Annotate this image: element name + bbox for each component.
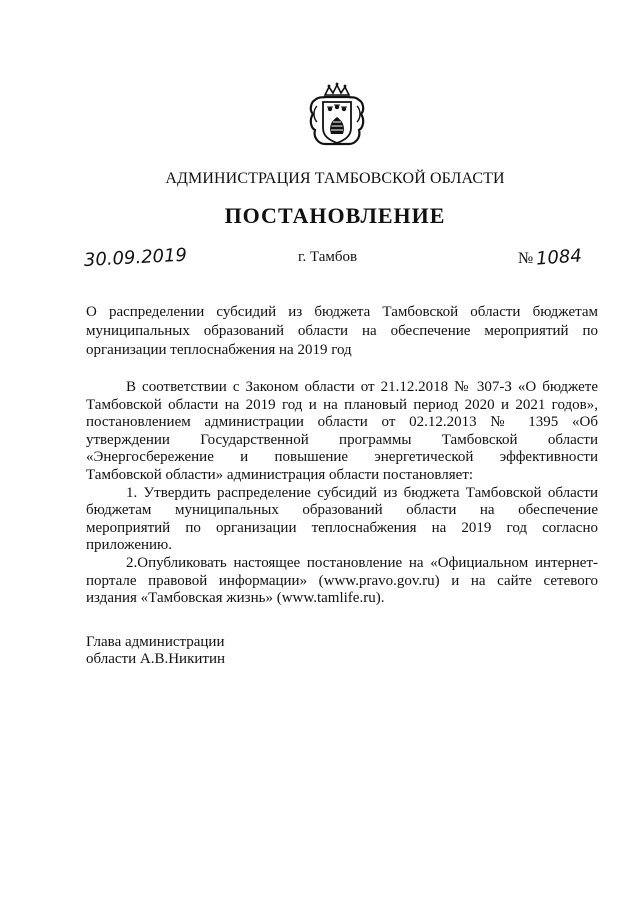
signature-name: области А.В.Никитин	[86, 651, 226, 667]
item-1-line: мероприятий по организации теплоснабжения на 2019 год согласно	[86, 519, 598, 536]
document-body	[86, 379, 598, 608]
item-2-line: 2.Опубликовать настоящее постановление на «Официальном интернет-	[126, 554, 598, 571]
item-2-line: издания «Тамбовская жизнь» (www.tamlife.ru).	[86, 590, 385, 607]
organization-title: АДМИНИСТРАЦИЯ ТАМБОВСКОЙ ОБЛАСТИ	[165, 170, 505, 187]
signature-block	[86, 634, 225, 668]
preamble-line: постановлением администрации области от 02.12.2013 № 1395 «Об	[86, 414, 598, 431]
preamble-line: Тамбовской области на 2019 год и на плановый период 2020 и 2021 годов»,	[86, 396, 598, 413]
tambov-coat-of-arms-icon	[301, 82, 373, 154]
item-1-line: 1. Утвердить распределение субсидий из бюджета Тамбовской области	[126, 484, 598, 501]
preamble-line: утверждении Государственной программы Тамбовской области	[86, 431, 598, 448]
subject-line: муниципальных образований области на обеспечение мероприятий по	[86, 323, 598, 339]
item-1-line: приложению.	[86, 537, 173, 554]
subject-line: организации теплоснабжения на 2019 год	[86, 342, 352, 358]
document-city: г. Тамбов	[298, 249, 358, 265]
number-value: 1084	[535, 245, 583, 270]
document-subject	[86, 303, 598, 360]
signature-position: Глава администрации	[86, 634, 225, 650]
number-sign: №	[518, 250, 534, 267]
item-2-line: портале правовой информации» (www.pravo.gov.ru) и на сайте сетевого	[86, 572, 598, 589]
document-number	[518, 247, 582, 268]
document-date: 30.09.2019	[83, 244, 188, 271]
preamble-line: В соответствии с Законом области от 21.12.2018 № 307-З «О бюджете	[126, 379, 598, 395]
preamble-line: Тамбовской области» администрация области постановляет:	[86, 466, 474, 483]
item-1-line: бюджетам муниципальных образований области на обеспечение	[86, 502, 598, 519]
preamble-line: «Энергосбережение и повышение энергетической эффективности	[86, 449, 598, 466]
document-type-title: ПОСТАНОВЛЕНИЕ	[224, 203, 446, 228]
subject-line: О распределении субсидий из бюджета Тамбовской области бюджетам	[86, 304, 598, 320]
